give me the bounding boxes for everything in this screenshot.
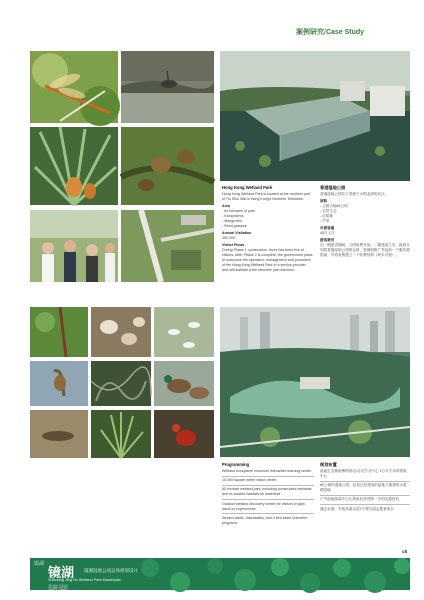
header-title-en: Case Study bbox=[325, 29, 365, 36]
programming-en-block bbox=[222, 462, 314, 526]
wetland-park-intro-cn: 香港湿地公园位于香港天水围北部的北区。 bbox=[320, 192, 389, 196]
photo-aerial-boardwalk bbox=[121, 210, 214, 282]
photo-shells bbox=[91, 307, 151, 357]
photo-heron-standing bbox=[30, 361, 88, 406]
photo-heron-water bbox=[121, 51, 214, 123]
programming-item-en: Stream walks, boardwalks, and 3 bird hides Volunteer programs bbox=[222, 515, 308, 525]
photo-wetland-park-render bbox=[220, 51, 410, 181]
programming-item-en: Wetland ecosystem museum/ interactive learning center bbox=[222, 469, 312, 473]
page-number: c8 bbox=[402, 549, 408, 554]
photo-dragonfly bbox=[30, 51, 118, 123]
programming-item-cn: 户外湿地探索中心让游客们获得第一手的实践经验 bbox=[320, 497, 400, 502]
area-item-cn: - 红树林 bbox=[320, 214, 333, 218]
photo-ducks bbox=[154, 361, 214, 406]
area-item: - Reed grasses bbox=[222, 224, 247, 228]
photo-plant-stalk bbox=[30, 307, 88, 357]
photo-red-crab bbox=[154, 410, 214, 458]
footer-subtitle-en: Shaoxing Jing Hu Wetland Park Masterplan bbox=[48, 578, 122, 582]
footer-subtitle-cn: 镜湖湿地公园总体规划设计 bbox=[84, 568, 138, 573]
header-separator: / bbox=[324, 29, 326, 36]
photo-masterplan-aerial bbox=[220, 307, 410, 457]
programming-item-en: 10,000 square meter visitor center bbox=[222, 478, 277, 483]
visitation-value-cn: 45万人次 bbox=[320, 231, 335, 235]
programming-item-en: 60-hectare wetland park, including constructed wetlands and re-created habitats for waterfowl bbox=[222, 487, 312, 497]
case-study-header bbox=[296, 27, 364, 37]
photo-snails bbox=[121, 127, 214, 205]
area-label-cn: 面积 bbox=[320, 199, 328, 203]
visitor-fee-text-cn: 在一期建设期间，公园免费开放。二期建成之后，政府计划将香港湿地公园的运营、管理和推广外包给一个服务提供商，并将收费建立一个收费结构（尚未可知）。 bbox=[320, 243, 410, 257]
footer-small-cn: 镜湖 bbox=[34, 561, 45, 567]
photo-egrets bbox=[154, 307, 214, 357]
visitor-flows-label-en: Visitor Flows bbox=[222, 243, 245, 247]
programming-cn-block bbox=[320, 462, 410, 512]
wetland-park-title-cn: 香港湿地公园 bbox=[320, 185, 346, 190]
visitation-value-en: 450,000 bbox=[222, 236, 235, 240]
footer-banner bbox=[30, 558, 410, 596]
wetland-park-intro-en: Hong Kong Wetland Park is located at the northern part of Tin Shui Wai in Hong Kong's Northern Territories. bbox=[222, 192, 311, 201]
photo-mudskipper bbox=[30, 410, 88, 458]
area-item-cn: - 公园占地64公顷 bbox=[320, 204, 348, 208]
area-item: - 64 hectares of park bbox=[222, 209, 255, 213]
area-item-cn: - 自然生态 bbox=[320, 209, 337, 213]
area-item-cn: - 芦苇 bbox=[320, 219, 330, 223]
programming-title-en: Programming bbox=[222, 462, 250, 467]
programming-item-cn: 湿地生态系统博物馆/互动式学习中心 1万平方米的游客中心 bbox=[320, 469, 407, 478]
visitation-label-cn: 年游客量 bbox=[320, 226, 335, 230]
wetland-park-title-en: Hong Kong Wetland Park bbox=[222, 185, 273, 190]
programming-title-cn: 规划布置 bbox=[320, 462, 337, 467]
wetland-park-cn-block bbox=[320, 185, 410, 260]
visitation-label-en: Annual Visitation bbox=[222, 231, 252, 235]
programming-item-en: Outdoor wetland discovery center for visitors to gain hand-on experiences bbox=[222, 501, 305, 511]
header-title-cn: 案例研究 bbox=[296, 29, 324, 36]
visitor-flows-text-en: During Phase 1 construction, there has been five of visitors. After Phase 2 is complete, the government plans to outsource the operation, management and promotion of the Hong Kong Wetland Park to a service provider, who will institute a fee structure just unknown. bbox=[222, 248, 313, 272]
lotus-leaf-pattern bbox=[30, 558, 410, 590]
footer-title-cn-ghost: 镜湖 bbox=[48, 585, 68, 596]
footer-title-cn: 镜湖 bbox=[48, 566, 75, 581]
programming-item-cn: 60公顷的湿地公园，包括已经建成的湿地与重建的水禽栖息地 bbox=[320, 483, 407, 493]
photo-visitors bbox=[30, 210, 118, 282]
wetland-park-en-block bbox=[222, 185, 314, 275]
area-item: - Ecosystems bbox=[222, 214, 244, 218]
programming-item-cn: 溪边步道、木栈步道以及3个观鸟屋志愿者项目 bbox=[320, 506, 394, 511]
photo-mangrove-roots bbox=[91, 361, 151, 406]
area-item: - Mangroves bbox=[222, 219, 242, 223]
photo-grass-tuft bbox=[91, 410, 151, 458]
photo-pandanus bbox=[30, 127, 118, 205]
area-label-en: Area bbox=[222, 204, 230, 208]
visitor-fee-label-cn: 游客费用 bbox=[320, 238, 335, 242]
